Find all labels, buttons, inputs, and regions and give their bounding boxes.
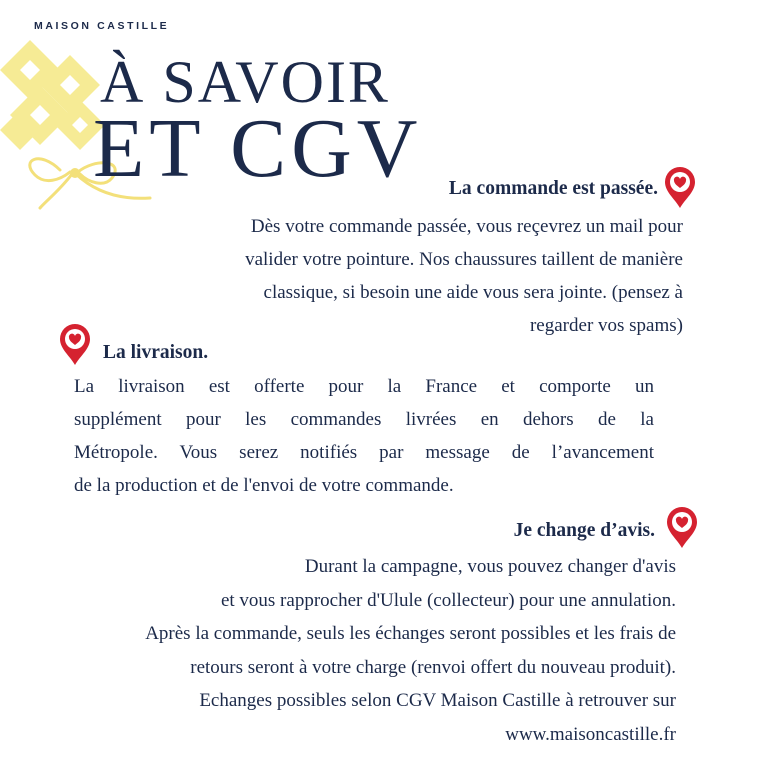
text-line: retours seront à votre charge (renvoi offert du nouveau produit). <box>190 656 676 678</box>
section-heading-avis: Je change d’avis. <box>513 520 655 541</box>
heart-location-pin-icon <box>58 322 92 366</box>
text-line: classique, si besoin une aide vous sera jointe. (pensez à <box>263 282 683 303</box>
page-title-line-2: ET CGV <box>93 102 423 195</box>
brand-name: MAISON CASTILLE <box>34 20 170 32</box>
heart-location-pin-icon <box>665 505 699 549</box>
text-line: Après la commande, seuls les échanges seront possibles et les frais de <box>145 623 676 644</box>
text-line: valider votre pointure. Nos chaussures taillent de manière <box>245 249 683 270</box>
text-line: Dès votre commande passée, vous reçevrez un mail pour <box>250 216 683 237</box>
text-line: et vous rapprocher d'Ulule (collecteur) pour une annulation. <box>220 589 676 611</box>
website-link: www.maisoncastille.fr <box>505 723 676 745</box>
section-body-avis <box>145 550 676 751</box>
section-heading-livraison: La livraison. <box>103 342 209 363</box>
page-title-line-1: À SAVOIR <box>100 49 390 115</box>
text-line: La livraison est offerte pour la France et comporte un <box>74 376 654 397</box>
section-body-livraison <box>74 370 654 502</box>
text-line: regarder vos spams) <box>529 315 683 336</box>
text-line: Métropole. Vous serez notifiés par message de l’avancement <box>74 442 654 463</box>
section-body-commande <box>245 210 683 342</box>
section-heading-commande: La commande est passée. <box>448 178 658 199</box>
text-line: Echanges possibles selon CGV Maison Castille à retrouver sur <box>199 690 676 711</box>
text-line: de la production et de l'envoi de votre commande. <box>74 475 454 496</box>
heart-location-pin-icon <box>663 165 697 209</box>
text-line: Durant la campagne, vous pouvez changer d'avis <box>304 556 676 577</box>
text-line: supplément pour les commandes livrées en dehors de la <box>74 409 654 430</box>
